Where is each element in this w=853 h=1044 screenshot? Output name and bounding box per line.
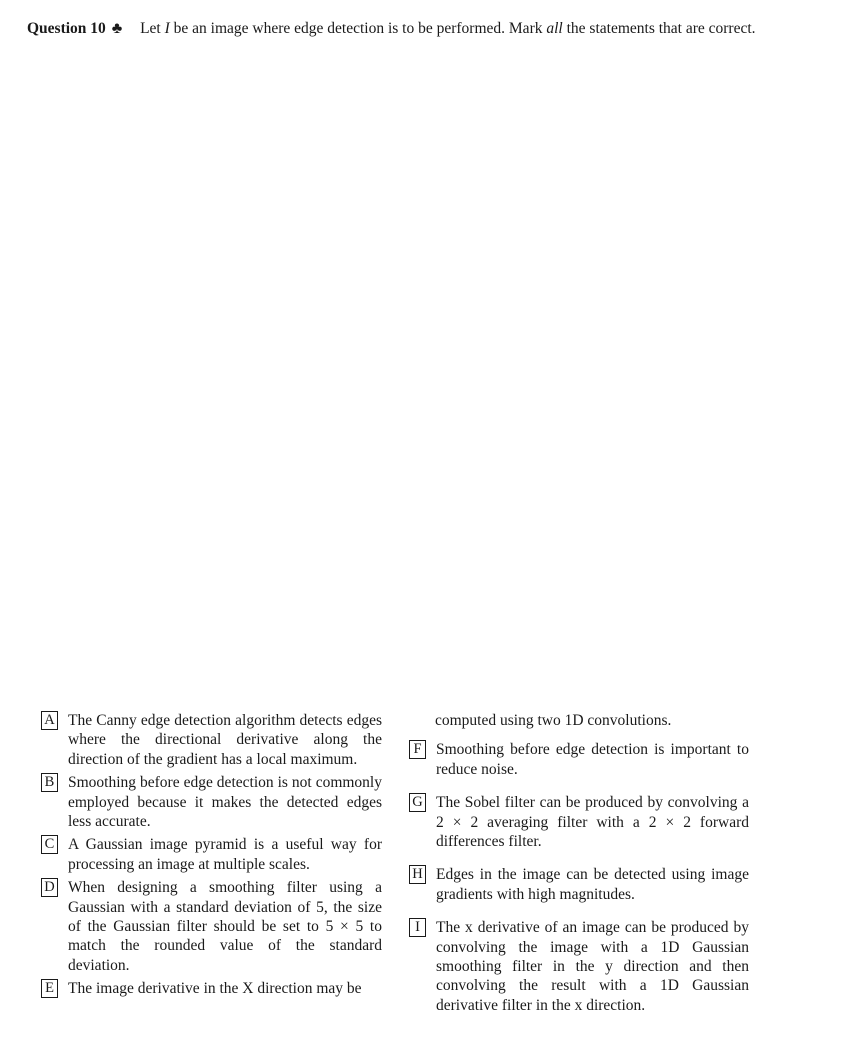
checkbox-c[interactable]: C <box>41 835 58 854</box>
question-label: Question 10 <box>27 20 106 37</box>
prompt-part-2: be an image where edge detection is to be performed. Mark <box>169 20 547 37</box>
option-f-text: Smoothing before edge detection is important to reduce noise. <box>436 741 749 778</box>
checkbox-e[interactable]: E <box>41 979 58 998</box>
checkbox-h[interactable]: H <box>409 865 426 884</box>
checkbox-i[interactable]: I <box>409 918 426 937</box>
option-d-text: When designing a smoothing filter using a Gaussian with a standard deviation of 5, the size of the Gaussian filter should be set to 5 × 5 to match the rounded value of the standard deviation. <box>68 879 382 974</box>
option-e-text: The image derivative in the X direction may be <box>68 980 362 998</box>
checkbox-d[interactable]: D <box>41 878 58 897</box>
option-e <box>41 979 382 998</box>
prompt-variable: I <box>164 20 170 37</box>
question-prompt <box>140 20 755 37</box>
option-c <box>41 835 382 874</box>
option-g-text: The Sobel filter can be produced by convolving a 2 × 2 averaging filter with a 2 × 2 forward differences filter. <box>436 794 749 851</box>
checkbox-g[interactable]: G <box>409 793 426 812</box>
prompt-emphasis: all <box>546 20 563 37</box>
option-e-continuation: computed using two 1D convolutions. <box>435 712 672 729</box>
option-g <box>409 793 749 851</box>
checkbox-f[interactable]: F <box>409 740 426 759</box>
prompt-part-3: the statements that are correct. <box>562 20 756 37</box>
option-f <box>409 740 749 779</box>
option-c-text: A Gaussian image pyramid is a useful way for processing an image at multiple scales. <box>68 836 382 873</box>
option-i-text: The x derivative of an image can be produced by convolving the image with a 1D Gaussian smoothing filter in the y direction and then convolving the result with a 1D Gaussian derivative filter in the x direction. <box>436 919 749 1014</box>
question-header <box>27 19 767 39</box>
option-d <box>41 878 382 975</box>
checkbox-b[interactable]: B <box>41 773 58 792</box>
checkbox-a[interactable]: A <box>41 711 58 730</box>
option-h-text: Edges in the image can be detected using image gradients with high magnitudes. <box>436 866 749 903</box>
option-a <box>41 711 382 769</box>
options-left-column <box>41 711 382 999</box>
prompt-part-1: Let <box>140 20 165 37</box>
option-b <box>41 773 382 831</box>
club-icon: ♣ <box>111 20 123 37</box>
option-a-text: The Canny edge detection algorithm detects edges where the directional derivative along the direction of the gradient has a local maximum. <box>68 712 382 768</box>
options-right-column <box>409 711 749 1015</box>
option-h <box>409 865 749 904</box>
option-i <box>409 918 749 1015</box>
option-b-text: Smoothing before edge detection is not commonly employed because it makes the detected edges less accurate. <box>68 774 382 831</box>
